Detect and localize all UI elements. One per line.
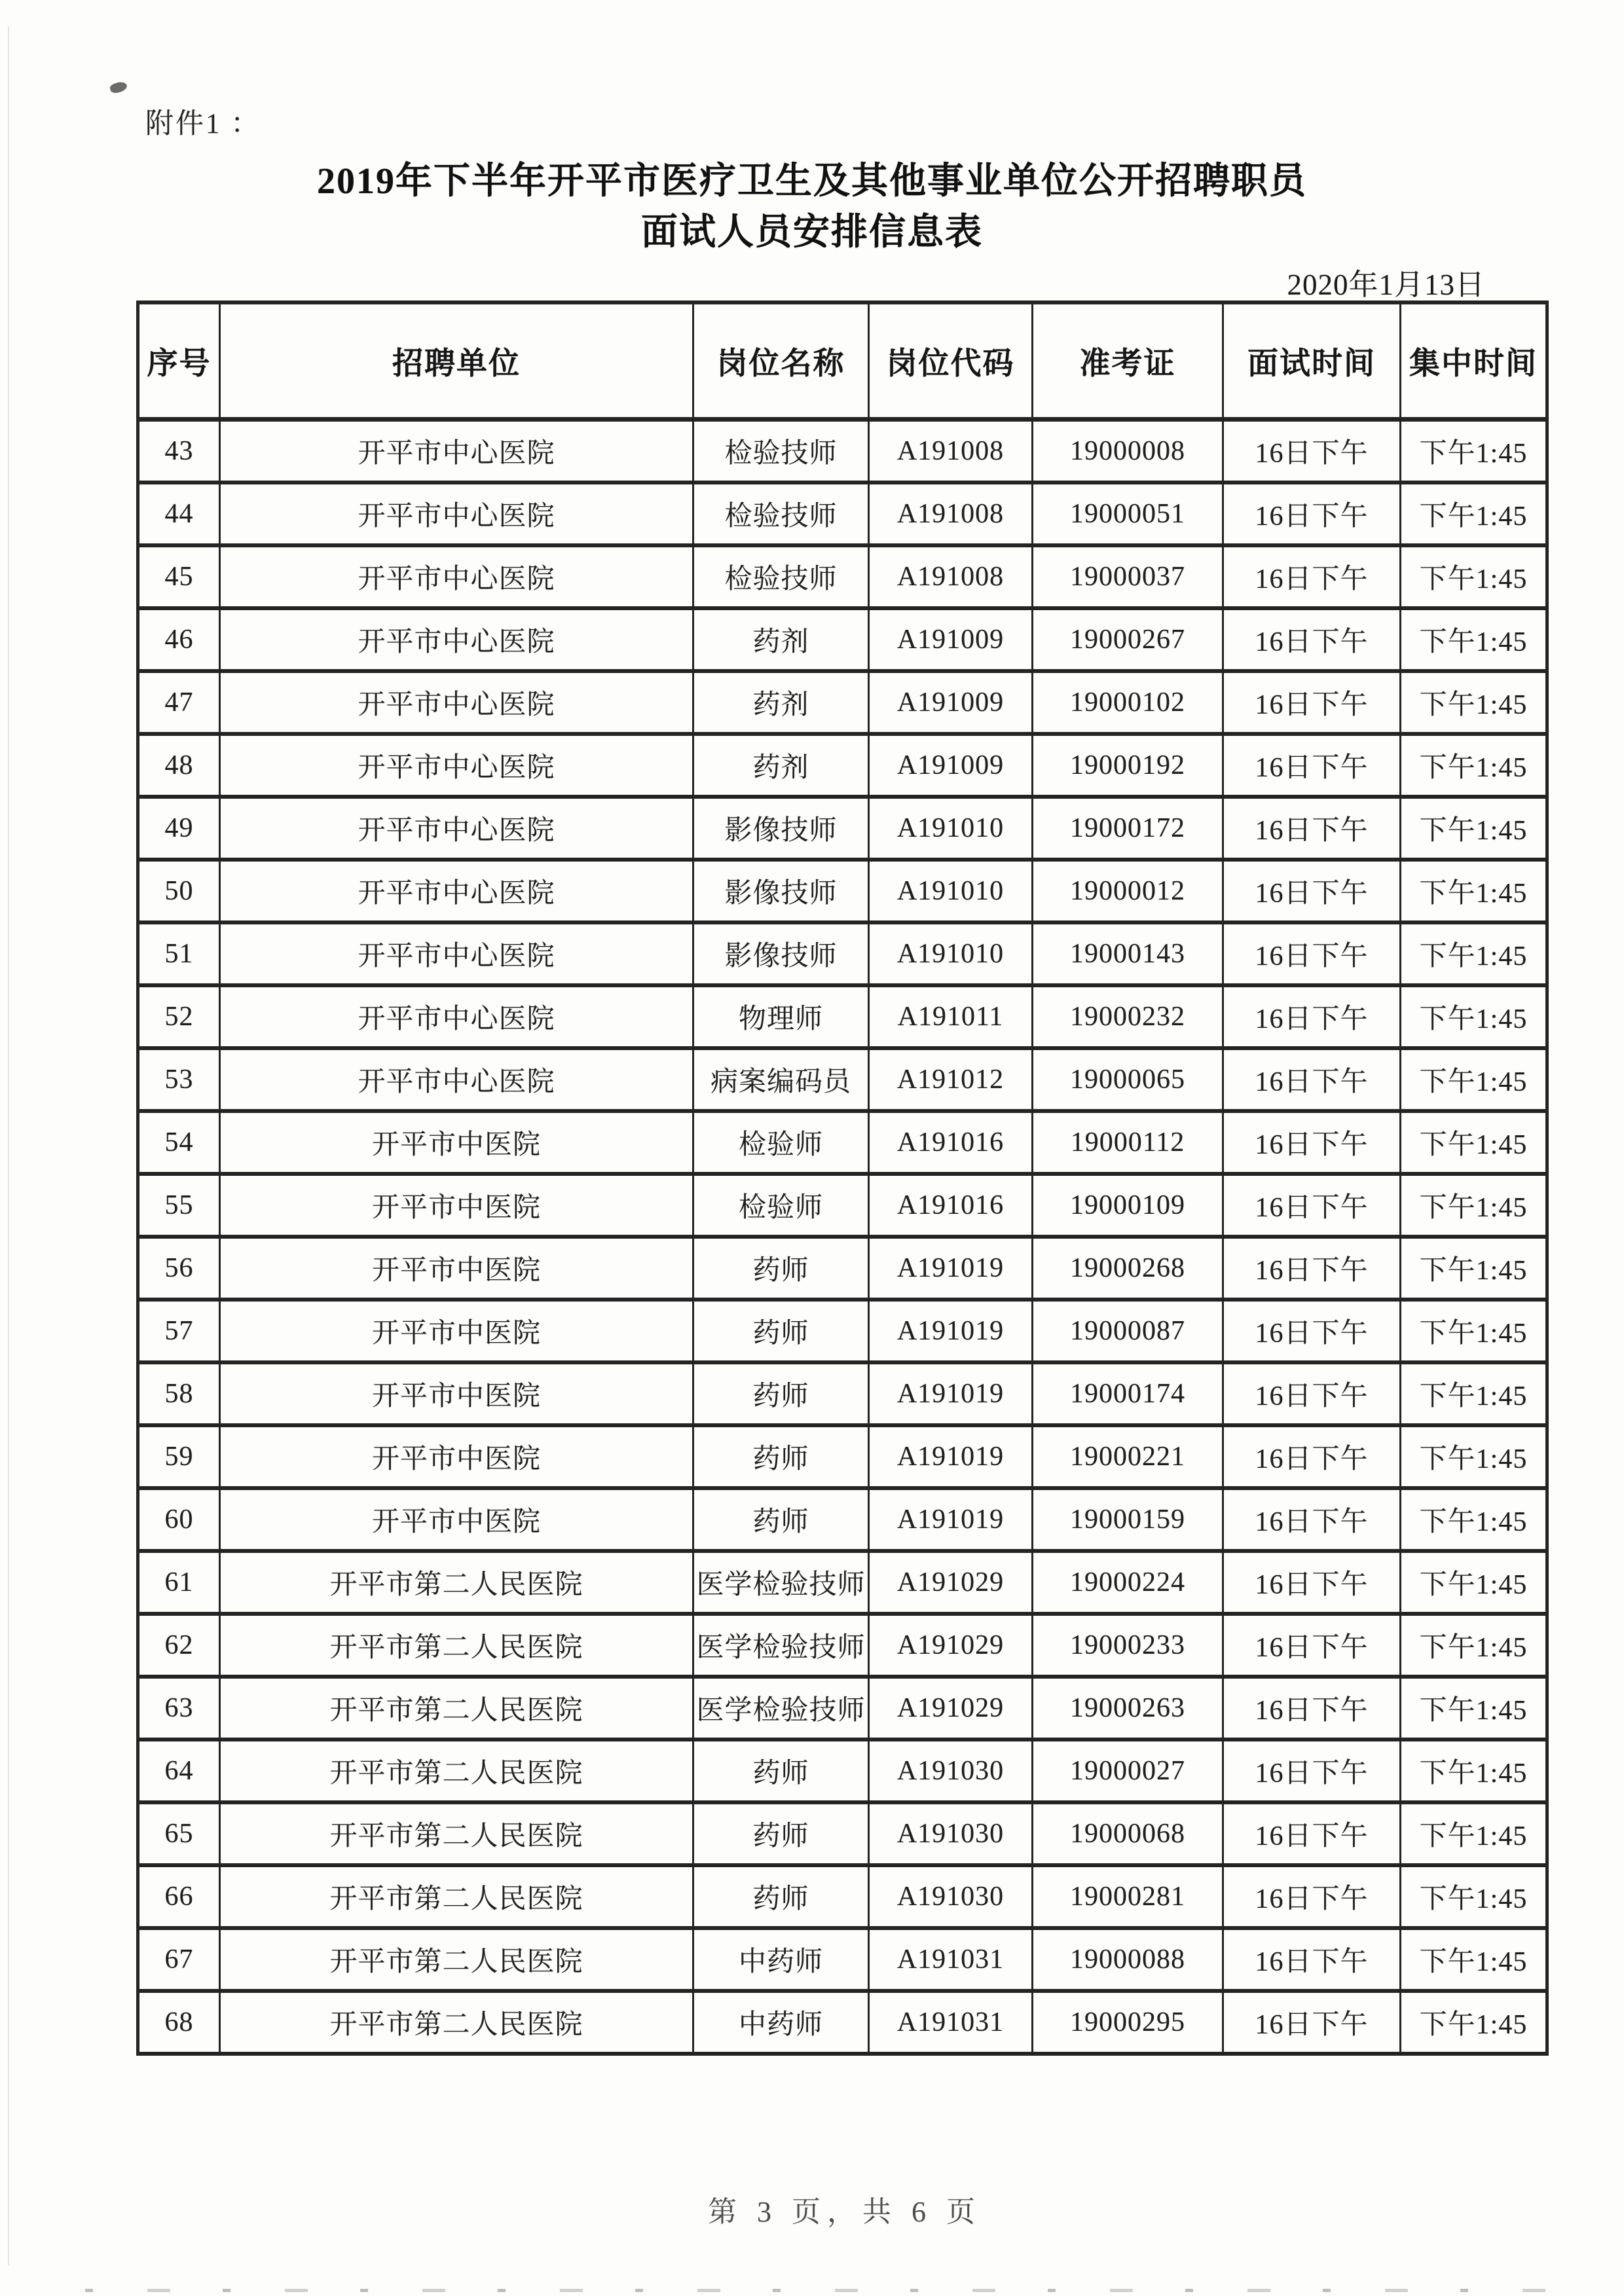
cell: 药剂: [693, 734, 869, 797]
table-row: [138, 922, 1547, 985]
table-row: [138, 1740, 1547, 1802]
cell: 下午1:45: [1401, 1614, 1547, 1677]
cell: 43: [138, 420, 220, 483]
cell: 药剂: [693, 671, 869, 734]
cell: 开平市中心医院: [220, 545, 693, 608]
cell: 58: [138, 1362, 220, 1425]
cell: 开平市中医院: [220, 1488, 693, 1551]
table-row: [138, 1614, 1547, 1677]
column-header-3: 岗位名称: [693, 302, 869, 420]
cell: 开平市中心医院: [220, 985, 693, 1048]
table-row: [138, 1237, 1547, 1300]
column-header-7: 集中时间: [1401, 302, 1547, 420]
cell: 下午1:45: [1401, 420, 1547, 483]
cell: 下午1:45: [1401, 1362, 1547, 1425]
scan-artifact-bottom-noise: [85, 2289, 1585, 2292]
cell: 开平市第二人民医院: [220, 1614, 693, 1677]
cell: 开平市第二人民医院: [220, 1991, 693, 2054]
page-number-footer: 第 3 页，共 6 页: [708, 2196, 982, 2228]
cell: 下午1:45: [1401, 1551, 1547, 1614]
table-header-row: [138, 302, 1547, 420]
cell: 影像技师: [693, 860, 869, 922]
cell: A191008: [869, 483, 1033, 545]
cell: 65: [138, 1802, 220, 1865]
cell: 16日下午: [1223, 420, 1401, 483]
cell: 下午1:45: [1401, 860, 1547, 922]
cell: 53: [138, 1048, 220, 1111]
cell: 开平市中医院: [220, 1300, 693, 1362]
cell: 19000088: [1033, 1928, 1223, 1991]
cell: 药师: [693, 1802, 869, 1865]
cell: 16日下午: [1223, 1991, 1401, 2054]
cell: 51: [138, 922, 220, 985]
cell: 67: [138, 1928, 220, 1991]
cell: 药师: [693, 1740, 869, 1802]
table-row: [138, 1551, 1547, 1614]
cell: 16日下午: [1223, 1802, 1401, 1865]
table-row: [138, 1865, 1547, 1928]
cell: 开平市中医院: [220, 1174, 693, 1237]
cell: 19000087: [1033, 1300, 1223, 1362]
cell: A191031: [869, 1928, 1033, 1991]
cell: 19000102: [1033, 671, 1223, 734]
cell: 16日下午: [1223, 1174, 1401, 1237]
table-row: [138, 1802, 1547, 1865]
cell: 19000112: [1033, 1111, 1223, 1174]
cell: 19000224: [1033, 1551, 1223, 1614]
cell: 61: [138, 1551, 220, 1614]
cell: 药剂: [693, 608, 869, 671]
cell: A191016: [869, 1174, 1033, 1237]
table-row: [138, 1425, 1547, 1488]
cell: 下午1:45: [1401, 1488, 1547, 1551]
cell: 开平市中医院: [220, 1237, 693, 1300]
cell: 开平市中医院: [220, 1425, 693, 1488]
cell: 19000143: [1033, 922, 1223, 985]
cell: 19000263: [1033, 1677, 1223, 1740]
cell: 19000159: [1033, 1488, 1223, 1551]
cell: 药师: [693, 1425, 869, 1488]
table-row: [138, 1677, 1547, 1740]
cell: 下午1:45: [1401, 545, 1547, 608]
cell: 中药师: [693, 1991, 869, 2054]
cell: 16日下午: [1223, 1488, 1401, 1551]
cell: 19000267: [1033, 608, 1223, 671]
cell: 下午1:45: [1401, 1174, 1547, 1237]
cell: 下午1:45: [1401, 1677, 1547, 1740]
cell: 下午1:45: [1401, 797, 1547, 860]
cell: 下午1:45: [1401, 1740, 1547, 1802]
cell: 下午1:45: [1401, 922, 1547, 985]
scan-artifact-left-edge: [8, 26, 9, 2265]
cell: 药师: [693, 1865, 869, 1928]
cell: A191009: [869, 608, 1033, 671]
document-date: 2020年1月13日: [1287, 268, 1485, 301]
cell: 56: [138, 1237, 220, 1300]
cell: A191009: [869, 671, 1033, 734]
cell: 16日下午: [1223, 1362, 1401, 1425]
cell: 19000232: [1033, 985, 1223, 1048]
cell: 16日下午: [1223, 922, 1401, 985]
table-row: [138, 1928, 1547, 1991]
table-row: [138, 1362, 1547, 1425]
cell: 下午1:45: [1401, 1111, 1547, 1174]
cell: 19000192: [1033, 734, 1223, 797]
cell: A191010: [869, 860, 1033, 922]
cell: 64: [138, 1740, 220, 1802]
cell: 63: [138, 1677, 220, 1740]
table-row: [138, 671, 1547, 734]
cell: 药师: [693, 1488, 869, 1551]
cell: 检验技师: [693, 545, 869, 608]
column-header-1: 序号: [138, 302, 220, 420]
cell: 开平市第二人民医院: [220, 1677, 693, 1740]
cell: 16日下午: [1223, 734, 1401, 797]
cell: A191011: [869, 985, 1033, 1048]
cell: 19000281: [1033, 1865, 1223, 1928]
cell: A191019: [869, 1300, 1033, 1362]
cell: 下午1:45: [1401, 1991, 1547, 2054]
cell: 检验技师: [693, 483, 869, 545]
table-body: [138, 420, 1547, 2054]
cell: 开平市中医院: [220, 1362, 693, 1425]
cell: 开平市第二人民医院: [220, 1551, 693, 1614]
cell: A191010: [869, 922, 1033, 985]
cell: 16日下午: [1223, 1865, 1401, 1928]
cell: 16日下午: [1223, 860, 1401, 922]
table-row: [138, 1174, 1547, 1237]
cell: 开平市中心医院: [220, 860, 693, 922]
cell: 影像技师: [693, 922, 869, 985]
cell: 16日下午: [1223, 985, 1401, 1048]
cell: 开平市中心医院: [220, 671, 693, 734]
table-row: [138, 985, 1547, 1048]
table-row: [138, 420, 1547, 483]
cell: A191029: [869, 1614, 1033, 1677]
cell: 16日下午: [1223, 545, 1401, 608]
cell: 16日下午: [1223, 1928, 1401, 1991]
cell: 下午1:45: [1401, 1802, 1547, 1865]
cell: 19000051: [1033, 483, 1223, 545]
table-row: [138, 1991, 1547, 2054]
cell: 下午1:45: [1401, 1865, 1547, 1928]
cell: A191029: [869, 1551, 1033, 1614]
cell: 影像技师: [693, 797, 869, 860]
cell: 16日下午: [1223, 671, 1401, 734]
cell: 下午1:45: [1401, 608, 1547, 671]
page-title-line1: 2019年下半年开平市医疗卫生及其他事业单位公开招聘职员: [317, 161, 1307, 202]
table-row: [138, 860, 1547, 922]
cell: 检验师: [693, 1174, 869, 1237]
cell: A191012: [869, 1048, 1033, 1111]
scan-artifact-speck: [109, 80, 128, 94]
cell: 下午1:45: [1401, 671, 1547, 734]
cell: 开平市第二人民医院: [220, 1740, 693, 1802]
cell: 16日下午: [1223, 608, 1401, 671]
cell: A191019: [869, 1362, 1033, 1425]
cell: 59: [138, 1425, 220, 1488]
cell: 62: [138, 1614, 220, 1677]
cell: 开平市第二人民医院: [220, 1802, 693, 1865]
cell: 57: [138, 1300, 220, 1362]
cell: 下午1:45: [1401, 1928, 1547, 1991]
cell: 医学检验技师: [693, 1551, 869, 1614]
cell: 开平市中心医院: [220, 1048, 693, 1111]
cell: 49: [138, 797, 220, 860]
cell: 开平市第二人民医院: [220, 1865, 693, 1928]
cell: 19000027: [1033, 1740, 1223, 1802]
cell: 医学检验技师: [693, 1614, 869, 1677]
cell: 46: [138, 608, 220, 671]
cell: 55: [138, 1174, 220, 1237]
cell: 检验技师: [693, 420, 869, 483]
column-header-2: 招聘单位: [220, 302, 693, 420]
table-row: [138, 483, 1547, 545]
cell: A191008: [869, 545, 1033, 608]
cell: 药师: [693, 1237, 869, 1300]
table-row: [138, 1111, 1547, 1174]
table-head: [138, 302, 1547, 420]
cell: A191009: [869, 734, 1033, 797]
cell: 物理师: [693, 985, 869, 1048]
cell: 68: [138, 1991, 220, 2054]
cell: A191016: [869, 1111, 1033, 1174]
cell: 下午1:45: [1401, 1425, 1547, 1488]
cell: 开平市中心医院: [220, 608, 693, 671]
cell: 药师: [693, 1300, 869, 1362]
cell: A191008: [869, 420, 1033, 483]
cell: 19000068: [1033, 1802, 1223, 1865]
cell: 下午1:45: [1401, 985, 1547, 1048]
cell: 开平市中心医院: [220, 734, 693, 797]
cell: A191010: [869, 797, 1033, 860]
cell: 开平市中心医院: [220, 922, 693, 985]
cell: 16日下午: [1223, 1048, 1401, 1111]
cell: 19000295: [1033, 1991, 1223, 2054]
table-row: [138, 734, 1547, 797]
cell: 19000109: [1033, 1174, 1223, 1237]
page-title: [0, 156, 1624, 258]
cell: 52: [138, 985, 220, 1048]
cell: 60: [138, 1488, 220, 1551]
cell: 19000037: [1033, 545, 1223, 608]
cell: 下午1:45: [1401, 1048, 1547, 1111]
cell: A191029: [869, 1677, 1033, 1740]
cell: A191019: [869, 1425, 1033, 1488]
cell: 19000065: [1033, 1048, 1223, 1111]
cell: 16日下午: [1223, 1614, 1401, 1677]
table-row: [138, 1488, 1547, 1551]
table-row: [138, 608, 1547, 671]
cell: 开平市中心医院: [220, 420, 693, 483]
table-row: [138, 1300, 1547, 1362]
cell: 开平市中心医院: [220, 483, 693, 545]
interview-schedule-table: [136, 301, 1549, 2056]
page-title-line2: 面试人员安排信息表: [641, 212, 983, 253]
cell: A191019: [869, 1237, 1033, 1300]
cell: 44: [138, 483, 220, 545]
cell: 下午1:45: [1401, 483, 1547, 545]
column-header-6: 面试时间: [1223, 302, 1401, 420]
table-row: [138, 797, 1547, 860]
cell: A191019: [869, 1488, 1033, 1551]
cell: 16日下午: [1223, 797, 1401, 860]
cell: 19000172: [1033, 797, 1223, 860]
cell: 16日下午: [1223, 1677, 1401, 1740]
cell: 药师: [693, 1362, 869, 1425]
attachment-label: 附件1 ：: [145, 109, 261, 139]
cell: 16日下午: [1223, 1300, 1401, 1362]
cell: A191030: [869, 1740, 1033, 1802]
cell: 48: [138, 734, 220, 797]
cell: 开平市中医院: [220, 1111, 693, 1174]
cell: 19000233: [1033, 1614, 1223, 1677]
cell: 19000268: [1033, 1237, 1223, 1300]
cell: 50: [138, 860, 220, 922]
cell: 66: [138, 1865, 220, 1928]
cell: 16日下午: [1223, 1425, 1401, 1488]
cell: 16日下午: [1223, 483, 1401, 545]
cell: 下午1:45: [1401, 1300, 1547, 1362]
cell: 45: [138, 545, 220, 608]
cell: 开平市中心医院: [220, 797, 693, 860]
cell: 19000008: [1033, 420, 1223, 483]
cell: 病案编码员: [693, 1048, 869, 1111]
table-row: [138, 545, 1547, 608]
cell: 下午1:45: [1401, 734, 1547, 797]
cell: 医学检验技师: [693, 1677, 869, 1740]
cell: 16日下午: [1223, 1551, 1401, 1614]
column-header-4: 岗位代码: [869, 302, 1033, 420]
cell: 19000174: [1033, 1362, 1223, 1425]
cell: A191030: [869, 1865, 1033, 1928]
cell: A191030: [869, 1802, 1033, 1865]
cell: 16日下午: [1223, 1740, 1401, 1802]
table-row: [138, 1048, 1547, 1111]
cell: 中药师: [693, 1928, 869, 1991]
cell: 检验师: [693, 1111, 869, 1174]
cell: 开平市第二人民医院: [220, 1928, 693, 1991]
cell: 16日下午: [1223, 1237, 1401, 1300]
cell: 下午1:45: [1401, 1237, 1547, 1300]
cell: 19000012: [1033, 860, 1223, 922]
cell: 19000221: [1033, 1425, 1223, 1488]
cell: 47: [138, 671, 220, 734]
cell: A191031: [869, 1991, 1033, 2054]
column-header-5: 准考证: [1033, 302, 1223, 420]
cell: 54: [138, 1111, 220, 1174]
cell: 16日下午: [1223, 1111, 1401, 1174]
